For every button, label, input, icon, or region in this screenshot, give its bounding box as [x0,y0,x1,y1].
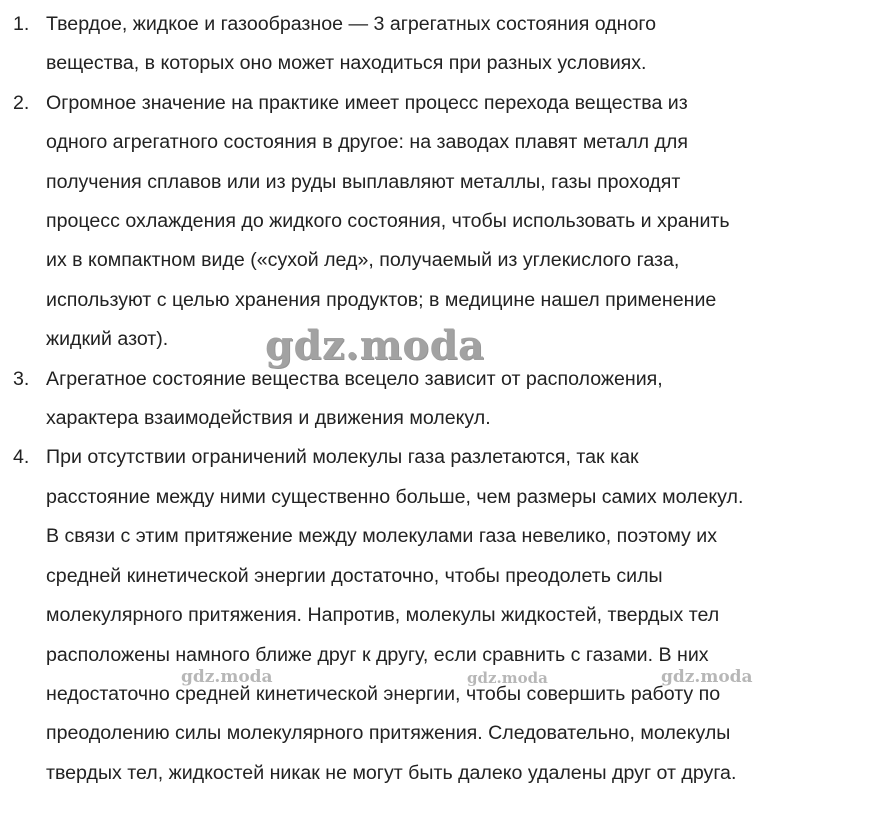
text-line: расстояние между ними существенно больше, чем размеры самих молекул. [46,485,744,508]
text-line: Огромное значение на практике имеет процесс перехода вещества из [46,91,688,114]
item-number: 1. [13,13,30,35]
text-line: Агрегатное состояние вещества всецело зависит от расположения, [46,367,663,390]
text-line: молекулярного притяжения. Напротив, молекулы жидкостей, твердых тел [46,604,720,627]
answer-item-1 [0,5,869,84]
answer-item-4 [0,438,869,793]
text-line: В связи с этим притяжение между молекулами газа невелико, поэтому их [46,525,718,548]
text-line: преодолению силы молекулярного притяжения. Следовательно, молекулы [46,722,731,745]
text-line: жидкий азот). [46,328,169,351]
text-line: используют с целью хранения продуктов; в медицине нашел применение [46,288,717,311]
text-line: характера взаимодействия и движения молекул. [46,407,491,430]
text-line: процесс охлаждения до жидкого состояния, чтобы использовать и хранить [46,210,730,233]
text-line: При отсутствии ограничений молекулы газа разлетаются, так как [46,446,639,469]
watermark-large: gdz.moda [265,322,485,369]
watermark-small: gdz.moda [661,667,753,687]
text-line: вещества, в которых оно может находиться при разных условиях. [46,52,647,75]
text-line: одного агрегатного состояния в другое: на заводах плавят металл для [46,131,688,154]
item-number: 2. [13,91,30,114]
item-number: 3. [13,367,30,390]
text-line: Твердое, жидкое и газообразное — 3 агрегатных состояния одного [46,13,656,35]
text-line: недостаточно средней кинетической энергии, чтобы совершить работу по [46,682,721,705]
text-line: твердых тел, жидкостей никак не могут быть далеко удалены друг от друга. [46,761,737,784]
text-line: расположены намного ближе друг к другу, если сравнить с газами. В них [46,643,709,666]
text-line: их в компактном виде («сухой лед», получаемый из углекислого газа, [46,249,680,272]
watermark-small: gdz.moda [181,667,273,687]
text-line: средней кинетической энергии достаточно, чтобы преодолеть силы [46,564,663,587]
watermark-small: gdz.moda [467,669,548,687]
answer-item-2 [0,84,869,360]
text-line: получения сплавов или из руды выплавляют металлы, газы проходят [46,170,681,193]
item-number: 4. [13,446,30,469]
answer-item-3 [0,360,869,439]
